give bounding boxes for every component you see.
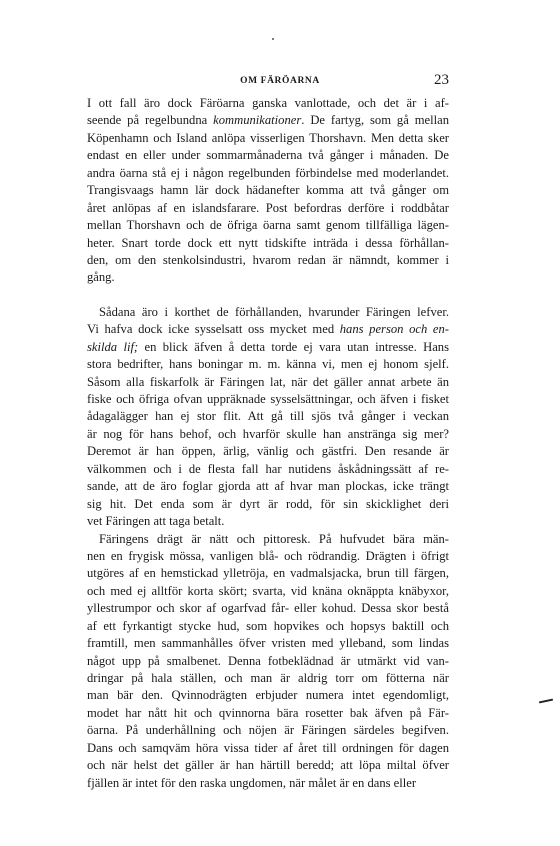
text-line: I ott fall äro dock Färöarna ganska vanlottade, och det är i af- [87,96,449,110]
text-line: den, om den stenkolsindustri, hvarom redan är nämndt, kommer i [87,252,449,267]
text-line: något upp på smalbenet. Denna fotbeklädnad är utmärkt vid van- [87,653,449,668]
text-line: året anlöpas af en islandsfarare. Post befordras derföre i roddbåtar [87,200,449,215]
text-line: dringar på hala ställen, och man är aldrig torr om fötterna när [87,671,449,685]
body-text [87,95,449,792]
text-line: Vi hafva dock icke sysselsatt oss mycket med hans person och en- [87,322,449,337]
italic-phrase: hans person och en- [339,322,449,337]
page-number: 23 [434,72,449,88]
text-line: man bär den. Qvinnodrägten erbjuder numera intet egendomligt, [87,688,449,703]
text-line: Sådana äro i korthet de förhållanden, hvarunder Färingen lefver. [99,304,449,319]
text-line: öarna. På underhållning och nöjen är Färingen särdeles begifven. [87,723,449,738]
text-line: Deremot är han öppen, ärlig, vänlig och gästfri. Den resande är [87,444,449,459]
text-line: seende på regelbundna kommunikationer. De fartyg, som gå mellan [87,113,449,128]
text-line: af ett fyrkantigt stycke hud, som hopvikes och hopsys baktill och [87,618,449,633]
text-line: fjällen är intet för den raska ungdomen, när målet är en dans eller [87,775,417,790]
text-line: sande, att de äro foglar gjorda att af hvar man plockas, icke trängt [87,479,449,494]
text-line: är nog för hans behof, och hvarför skulle han anstränga sig mer? [87,426,449,441]
text-line: Trangisvaags hamn lär dock hädanefter komma att två gånger om [87,183,449,198]
text-line: fiske och öfriga ofvan uppräknade sysselsättningar, och äfven i fisket [87,392,449,406]
text-line: nen en frygisk mössa, vanligen blå- och rödrandig. Drägten i öfrigt [87,548,449,563]
text-line: modet har nått hit och qvinnorna bära rosetter bak äfven på Fär- [87,705,449,720]
text-line: yllestrumpor och skor af ogarfvad får- eller kohud. Dessa skor bestå [87,601,449,616]
margin-mark [539,699,553,704]
running-head: OM FÄRÖARNA [240,76,320,86]
text-line: endast en eller under sommarmånaderna två gånger i månaden. De [87,148,449,163]
italic-phrase: kommunikationer [213,113,302,128]
text-line: mellan Thorshavn och de öfriga öarna samt genom tillfälliga lägen- [87,218,449,233]
text-line: sig hit. Det enda som är dyrt är rodd, för sin skicklighet deri [87,496,449,511]
text-line: Såsom alla fiskarfolk är Färingen lat, när det gäller annat arbete än [87,374,449,389]
text-line: gång. [87,270,115,285]
text-line: stora bedrifter, hans boningar m. m. känna vi, men ej honom sjelf. [87,357,449,372]
text-line: och när helst det gäller är han härtill beredd; att löpa miltal öfver [87,758,449,773]
text-line: Färingens drägt är nätt och pittoresk. På hufvudet bära män- [99,531,449,546]
italic-phrase: skilda lif; [87,339,139,354]
text-line: och med ej alltför korta skört; svarta, vid knäna oknäppta knäbyxor, [87,583,449,598]
text-line: framtill, men sammanhålles öfver vristen med ylleband, som lindas [87,636,449,651]
text-line: utgöres af en hemstickad ylletröja, en vadmalsjacka, brun till färgen, [87,566,449,581]
text-line: ådagalägger han ej stor flit. Att gå till sjös två gånger i veckan [87,409,449,424]
text-line: Köpenhamn och Island anlöpa visserligen Thorshavn. Men detta sker [87,130,449,145]
text-line: vet Färingen att taga betalt. [87,514,225,529]
text-line: andra öarna stå ej i någon regelbunden förbindelse med moderlandet. [87,165,449,180]
text-line: skilda lif; en blick äfven å detta torde ej vara utan intresse. Hans [87,339,449,354]
text-line: heter. Snart torde dock ett nytt tidskifte inträda i dessa förhållan- [87,235,449,250]
text-line: Dans och samqväm höra vissa tider af året till ordningen för dagen [87,740,449,755]
text-line: välkommen och i de flesta fall har nutidens åskådningssätt af re- [87,461,449,476]
paragraph-gap [87,287,449,304]
print-speck [272,38,274,40]
